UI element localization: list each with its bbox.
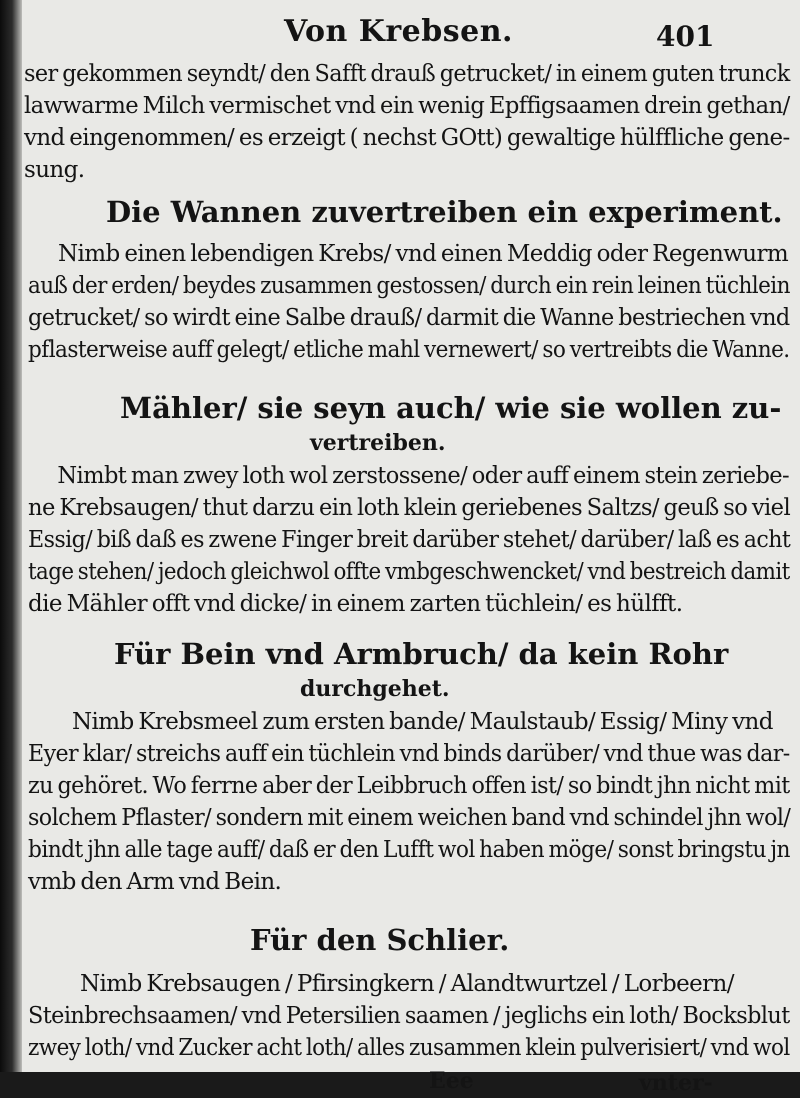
section-heading: Mähler/ sie seyn auch/ wie sie wollen zu- [120,391,782,425]
text-line: Nimb Krebsaugen / Pfirsingkern / Alandtwurtzel / Lorbeern/ [80,971,734,997]
text-line: bindt jhn alle tage auff/ daß er den Lufft wol haben möge/ sonst bringstu jn [28,837,790,863]
recipe-paragraph [28,238,800,366]
text-line: ser gekommen seyndt/ den Safft drauß getrucket/ in einem guten trunck [24,61,790,87]
text-line: pflasterweise auff gelegt/ etliche mahl vernewert/ so vertreibts die Wanne. [28,337,790,363]
recipe-paragraph [28,968,800,1064]
signature-mark: Eee [429,1068,474,1094]
text-line: Essig/ biß daß es zwene Finger breit darüber stehet/ darüber/ laß es acht [28,527,791,553]
text-line: getrucket/ so wirdt eine Salbe drauß/ darmit die Wanne bestriechen vnd [28,305,790,331]
section-heading: Die Wannen zuvertreiben ein experiment. [106,195,783,229]
section-subheading: vertreiben. [310,430,446,456]
text-line: zwey loth/ vnd Zucker acht loth/ alles zusammen klein pulverisiert/ vnd wol [28,1035,790,1061]
text-line: sung. [24,157,85,183]
page-text [24,0,800,1098]
text-line: tage stehen/ jedoch gleichwol offte vmbgeschwencket/ vnd bestreich damit [28,559,790,585]
book-spine-shadow [0,0,22,1072]
text-line: vmb den Arm vnd Bein. [28,869,282,895]
text-line: Eyer klar/ streichs auff ein tüchlein vnd binds darüber/ vnd thue was dar- [28,741,790,767]
text-line: solchem Pflaster/ sondern mit einem weichen band vnd schindel jhn wol/ [28,805,791,831]
text-line: Nimb Krebsmeel zum ersten bande/ Maulstaub/ Essig/ Miny vnd [72,709,773,735]
page-footer [34,1064,800,1098]
text-line: Steinbrechsaamen/ vnd Petersilien saamen / jeglichs ein loth/ Bocksblut [28,1003,790,1029]
section-heading: Für Bein vnd Armbruch/ da kein Rohr [114,637,729,671]
text-line: die Mähler offt vnd dicke/ in einem zarten tüchlein/ es hülfft. [28,591,683,617]
text-line: Nimbt man zwey loth wol zerstossene/ oder auff einem stein zeriebe- [57,463,790,489]
text-line: Nimb einen lebendigen Krebs/ vnd einen Meddig oder Regenwurm [58,241,789,267]
page-number: 401 [656,20,715,53]
text-line: zu gehöret. Wo ferrne aber der Leibbruch offen ist/ so bindt jhn nicht mit [28,773,790,799]
text-line: auß der erden/ beydes zusammen gestossen/ durch ein rein leinen tüchlein [28,273,790,299]
text-line: lawwarme Milch vermischet vnd ein wenig Epffigsaamen drein gethan/ [24,93,790,119]
text-line: vnd eingenommen/ es erzeigt ( nechst GOtt) gewaltige hülffliche gene- [24,125,790,151]
section-heading: Für den Schlier. [250,923,510,957]
recipe-paragraph [28,460,800,620]
page-header [34,0,800,58]
recipe-paragraph [28,706,800,898]
text-line: ne Krebsaugen/ thut darzu ein loth klein geriebenes Saltzs/ geuß so viel [28,495,791,521]
continuation-paragraph [24,58,800,186]
section-subheading: durchgehet. [300,676,450,702]
catchword: vnter- [639,1070,713,1096]
running-head: Von Krebsen. [284,14,513,49]
